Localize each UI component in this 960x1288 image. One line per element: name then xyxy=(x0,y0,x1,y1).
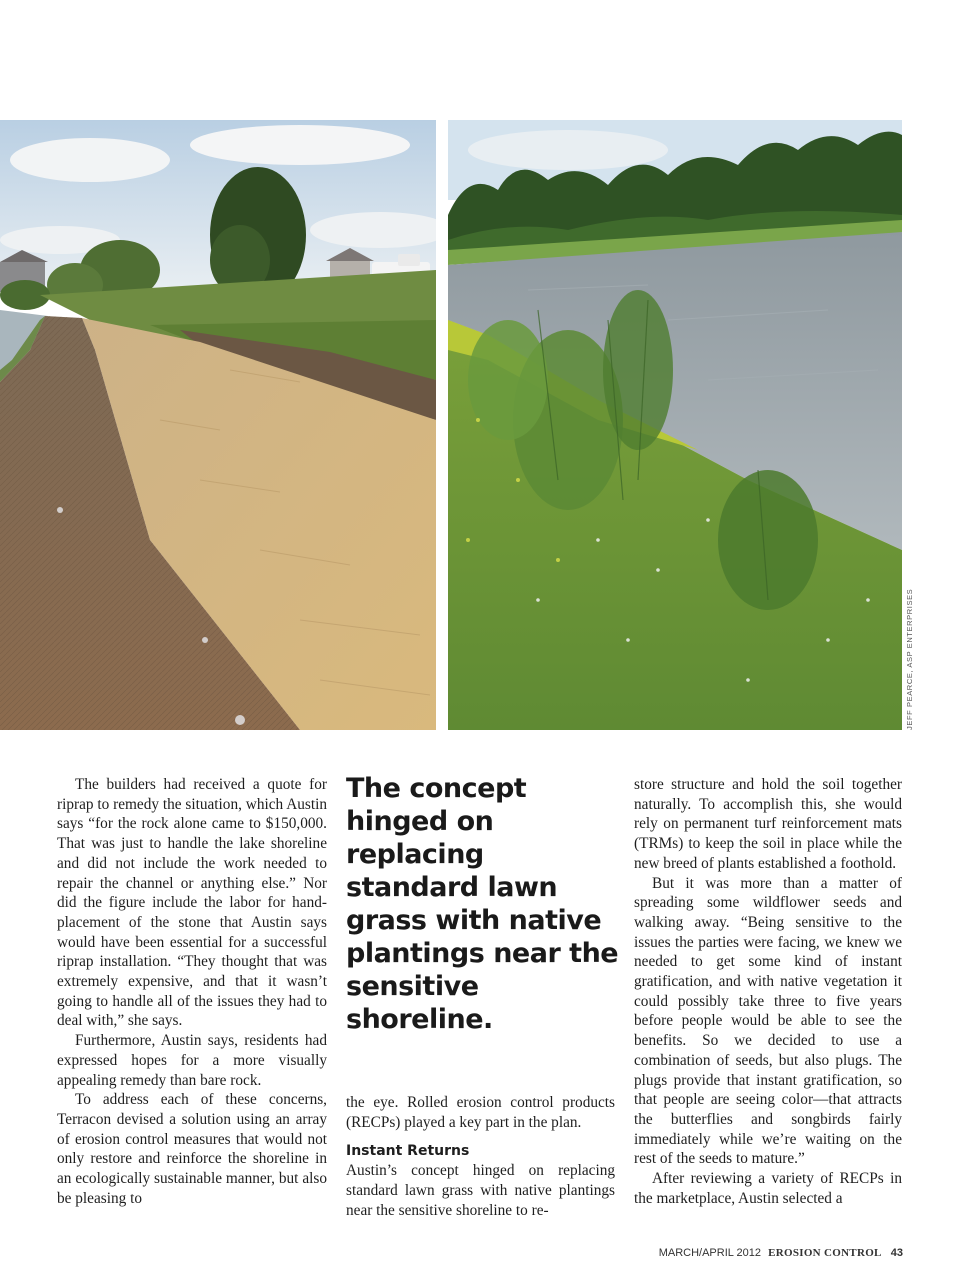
magazine-name: EROSION CONTROL xyxy=(768,1247,882,1259)
paragraph: Austin’s concept hinged on replacing standard lawn grass with native plantings near the sensitive shoreline to re- xyxy=(346,1162,615,1219)
paragraph: store structure and hold the soil together naturally. To accomplish this, she would rely on permanent turf reinforcement mats (TRMs) to keep the soil in place while the new breed of plants established a foothold. xyxy=(634,776,902,872)
page-number: 43 xyxy=(890,1247,903,1259)
page-footer xyxy=(659,1247,903,1259)
article-column-3 xyxy=(634,775,902,1208)
article-column-2 xyxy=(346,1093,615,1221)
paragraph: the eye. Rolled erosion control products (RECPs) played a key part in the plan. xyxy=(346,1094,615,1131)
paragraph: Furthermore, Austin says, residents had expressed hopes for a more visually appealing remedy than bare rock. xyxy=(57,1032,327,1089)
paragraph: But it was more than a matter of spreading some wildflower seeds and walking away. “Being sensitive to the issues the parties were facing, we knew we needed to get some kind of instant gratification, and with native vegetation it could possibly take three to five years before people would be able to see the benefits. So we decided to use a combination of seeds, but also plugs. The plugs provide that instant gratification, so that people are seeing color—that attracts the butterflies and songbirds fairly immediately while we’re waiting on the rest of the seeds to mature.” xyxy=(634,874,902,1168)
photo-shoreline-erosion-mats xyxy=(0,120,436,730)
section-subhead: Instant Returns xyxy=(346,1143,470,1160)
paragraph: The builders had received a quote for riprap to remedy the situation, which Austin says “for the rock alone came to $150,000. That was just to handle the lake shoreline and did not include the work needed to repair the channel or anything else.” Nor did the figure include the labor for hand-placement of the stone that Austin says would have been essential for a successful riprap installation. “They thought that was extremely expensive, and that it wasn’t going to handle all of the issues they had to deal with,” she says. xyxy=(57,776,327,1030)
paragraph: To address each of these concerns, Terracon devised a solution using an array of erosion control measures that would not only restore and reinforce the shoreline in an ecologically sustainable manner, but also be pleasing to xyxy=(57,1091,327,1207)
article-column-1 xyxy=(57,775,327,1208)
pull-quote: The concept hinged on replacing standard lawn grass with native plantings near the sensitive shoreline. xyxy=(346,773,619,1035)
photo-credit: JEFF PEARCE, ASP ENTERPRISES xyxy=(905,588,914,730)
paragraph: After reviewing a variety of RECPs in the marketplace, Austin selected a xyxy=(634,1170,902,1207)
issue-date: MARCH/APRIL 2012 xyxy=(658,1247,762,1259)
photo-lake-native-plantings xyxy=(448,120,902,730)
